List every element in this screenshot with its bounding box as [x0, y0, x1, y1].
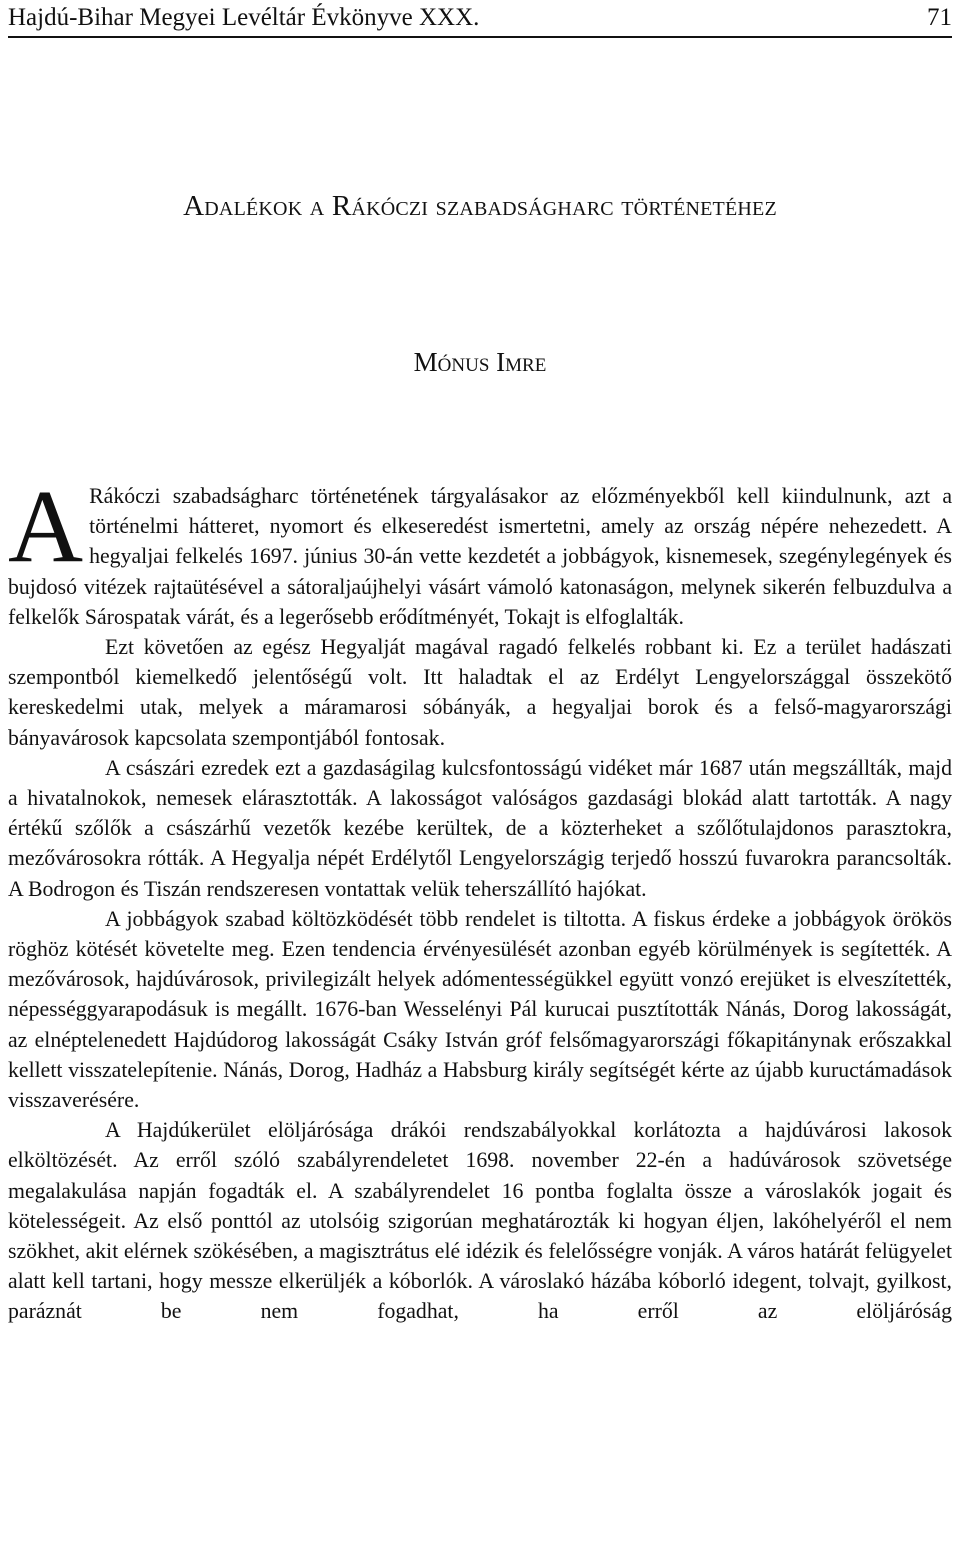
page-number: 71: [927, 4, 952, 31]
paragraph-text: A jobbágyok szabad költözködését több rendelet is tiltotta. A fiskus érdeke a jobbágyok örökös röghöz kötését követelte meg. Ezen tendencia érvényesülését azonban egyéb körülmények is segítették. A mezővárosok, hajdúvárosok, privilegizált helyek adómentességükkel együtt vonzó erejüket is elveszítették, népességgyarapodásuk is megállt. 1676-ban Wesselényi Pál kurucai pusztították Nánás, Dorog lakosságát, az elnéptelenedett Hajdúdorog lakosságát Csáky István gróf felsőmagyarországi főkapitánynak erőszakkal kellett visszatelepítenie. Nánás, Dorog, Hadház a Habsburg király segítségét kérte az újabb kuructámadások visszaverésére.: [8, 906, 952, 1113]
drop-cap: A: [8, 469, 84, 584]
paragraph-4: [8, 904, 952, 1115]
paragraph-3: [8, 753, 952, 904]
paragraph-text: A császári ezredek ezt a gazdaságilag kulcsfontosságú vidéket már 1687 után megszállták, majd a hivatalnokok, nemesek elárasztották. A lakosságot valóságos gazdasági blokád alatt tartották. A nagy értékű szőlők a császárhű vezetők kezébe kerültek, de a közterheket a szőlőtulajdonos parasztokra, mezővárosokra rótták. A Hegyalja népét Erdélytől Lengyelországig terjedő hosszú fuvarokra parancsolták. A Bodrogon és Tiszán rendszeresen vontattak velük teherszállító hajókat.: [8, 755, 952, 901]
paragraph-text: A Hajdúkerület elöljárósága drákói rendszabályokkal korlátozta a hajdúvárosi lakosok elköltözését. Az erről szóló szabályrendeletet 1698. november 22-én a hadúvárosok szövetsége megalakulása napján fogadták el. A szabályrendelet 16 pontba foglalta össze a városlakók jogait és kötelességeit. Az első ponttól az utolsóig szigorúan meghatározták ki hogyan éljen, lakóhelyéről el nem szökhet, akit elérnek szökésében, a magisztrátus elé idézik és felelősségre vonják. A város határát felügyelet alatt kell tartani, hogy messze elkerüljék a kóborlók. A városlakó házába kóborló idegent, tolvajt, gyilkost, paráznát be nem fogadhat, ha erről az elöljáróság: [8, 1118, 952, 1324]
paragraph-1: [8, 469, 952, 632]
article-author: Mónus Imre: [413, 347, 547, 377]
article-body: [8, 469, 952, 1327]
article-title: Adalékok a Rákóczi szabadságharc történetéhez: [183, 190, 777, 222]
paragraph-2: [8, 632, 952, 753]
paragraph-text: Rákóczi szabadságharc történetének tárgyalásakor az előzményekből kell kiindulnunk, azt a történelmi hátteret, nyomort és elkeseredést ismertetni, amely az ország népére nehezedett. A hegyaljai felkelés 1697. június 30-án vette kezdetét a jobbágyok, kisnemesek, szegénylegények és bujdosó vitézek rajtaütésével a sátoraljaújhelyi vásárt vámoló katonaságon, melynek sikerén felbuzdulva a felkelők Sárospatak várát, és a legerősebb erődítményét, Tokajt is elfoglalták.: [8, 484, 952, 629]
journal-title: Hajdú-Bihar Megyei Levéltár Évkönyve XXX.: [8, 4, 480, 31]
running-header: [8, 0, 952, 38]
paragraph-text: Ezt követően az egész Hegyalját magával ragadó felkelés robbant ki. Ez a terület hadászati szempontból kiemelkedő jelentőségű volt. Itt haladtak el az Erdélyt Lengyelországgal összekötő kereskedelmi utak, melyek a máramarosi sóbányák, a hegyaljai borok és a felső-magyarországi bányavárosok kapcsolata szempontjából fontosak.: [8, 635, 952, 750]
paragraph-5: [8, 1115, 952, 1326]
